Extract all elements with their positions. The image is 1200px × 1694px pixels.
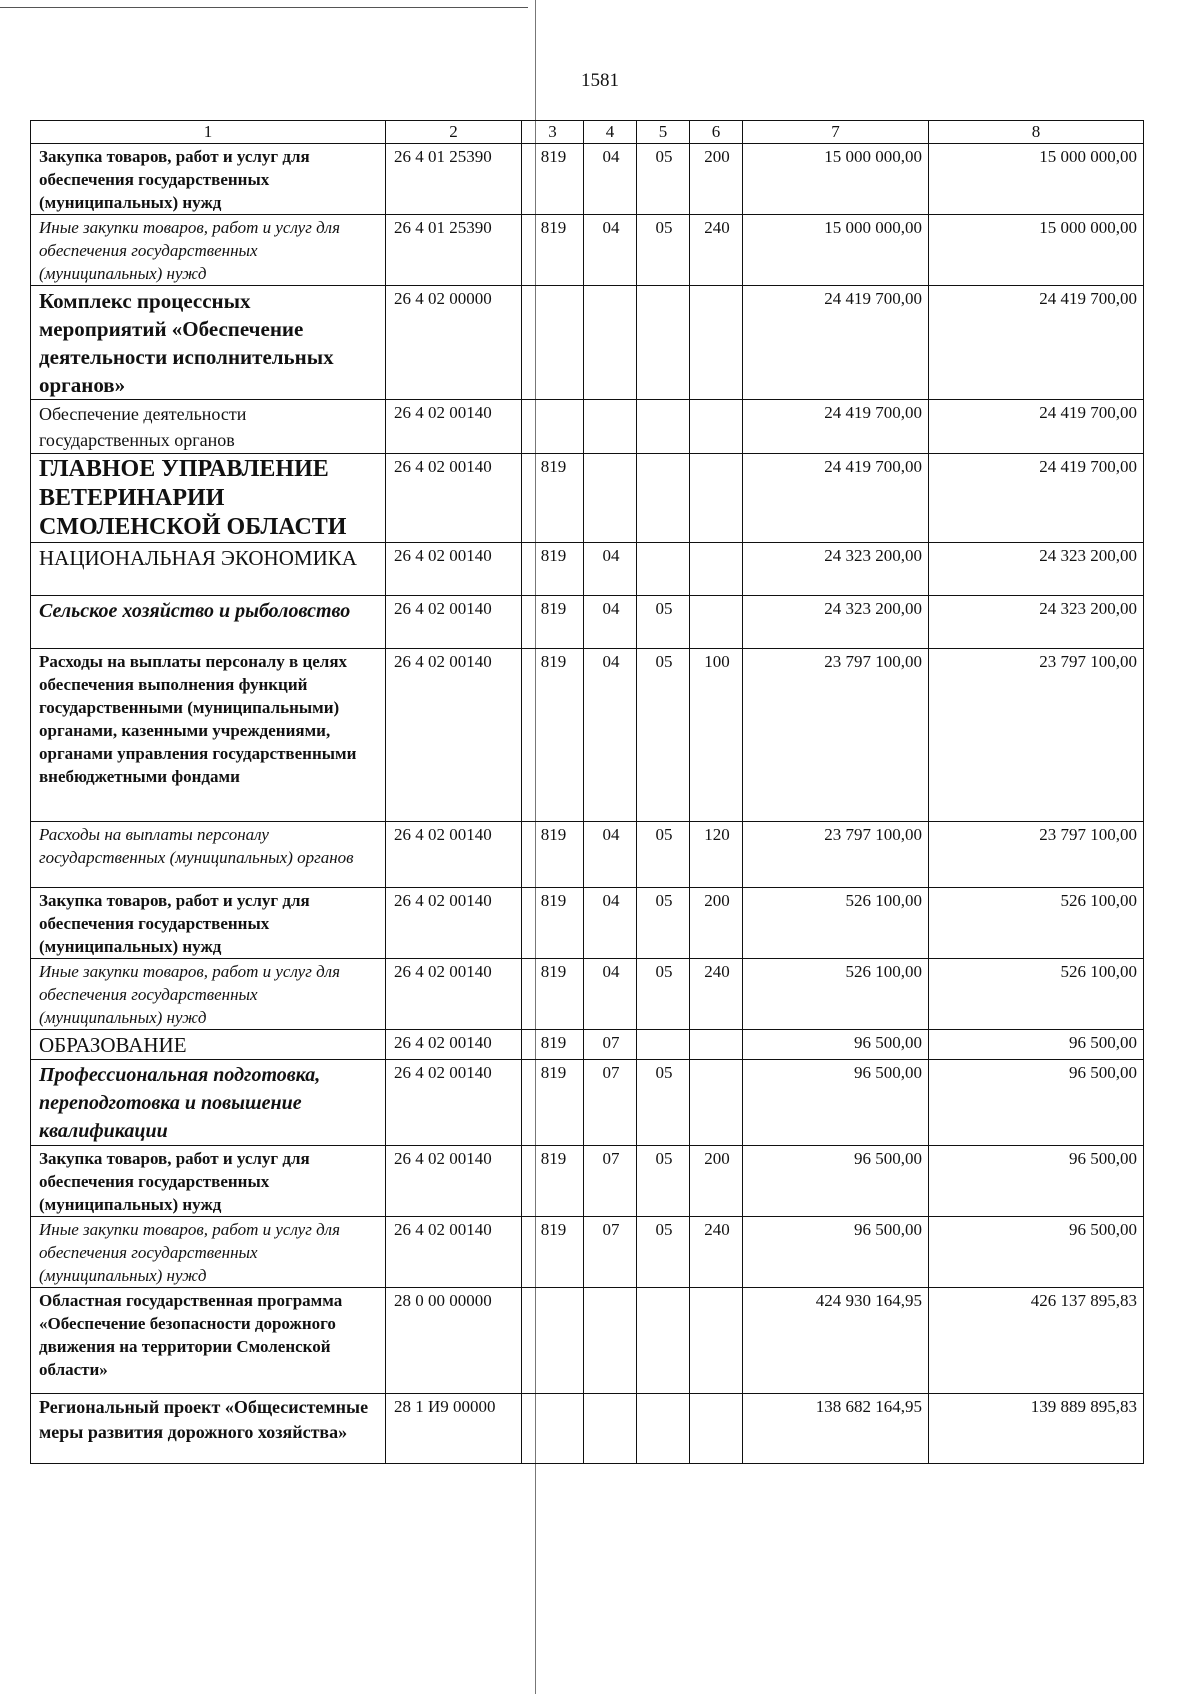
row-amount-year2: 24 323 200,00	[929, 596, 1144, 649]
row-name: Комплекс процессных мероприятий «Обеспечение деятельности исполнительных органов»	[31, 286, 386, 400]
row-admin-code: 819	[522, 1030, 584, 1060]
row-expense-type	[690, 400, 743, 454]
row-subsection: 05	[637, 649, 690, 822]
column-header: 4	[584, 121, 637, 144]
row-amount-year1: 96 500,00	[743, 1060, 929, 1146]
row-target-code: 28 0 00 00000	[386, 1288, 522, 1394]
row-admin-code: 819	[522, 596, 584, 649]
row-expense-type	[690, 543, 743, 596]
row-section: 04	[584, 543, 637, 596]
row-name: Иные закупки товаров, работ и услуг для обеспечения государственных (муниципальных) нужд	[31, 959, 386, 1030]
row-name: Сельское хозяйство и рыболовство	[31, 596, 386, 649]
row-amount-year2: 96 500,00	[929, 1030, 1144, 1060]
row-subsection	[637, 1288, 690, 1394]
table-row	[31, 454, 1144, 543]
table-row	[31, 144, 1144, 215]
column-header: 7	[743, 121, 929, 144]
row-target-code: 26 4 02 00140	[386, 649, 522, 822]
row-amount-year2: 15 000 000,00	[929, 215, 1144, 286]
row-amount-year2: 24 323 200,00	[929, 543, 1144, 596]
row-section	[584, 454, 637, 543]
row-subsection	[637, 1394, 690, 1464]
table-row	[31, 888, 1144, 959]
table-row	[31, 596, 1144, 649]
table-row	[31, 1146, 1144, 1217]
row-name: Расходы на выплаты персоналу государственных (муниципальных) органов	[31, 822, 386, 888]
row-expense-type	[690, 1288, 743, 1394]
table-row	[31, 286, 1144, 400]
budget-table	[30, 120, 1144, 1464]
row-target-code: 26 4 02 00140	[386, 596, 522, 649]
row-section: 04	[584, 888, 637, 959]
row-expense-type: 240	[690, 1217, 743, 1288]
row-amount-year1: 23 797 100,00	[743, 822, 929, 888]
table-row	[31, 649, 1144, 822]
row-admin-code	[522, 1394, 584, 1464]
row-expense-type: 240	[690, 959, 743, 1030]
table-header-row	[31, 121, 1144, 144]
row-target-code: 26 4 02 00140	[386, 888, 522, 959]
row-amount-year1: 15 000 000,00	[743, 215, 929, 286]
row-admin-code: 819	[522, 543, 584, 596]
row-expense-type: 200	[690, 888, 743, 959]
row-admin-code: 819	[522, 1146, 584, 1217]
row-expense-type: 100	[690, 649, 743, 822]
table-row	[31, 1217, 1144, 1288]
row-name: Областная государственная программа «Обеспечение безопасности дорожного движения на территории Смоленской области»	[31, 1288, 386, 1394]
row-target-code: 26 4 02 00140	[386, 1217, 522, 1288]
row-expense-type	[690, 1030, 743, 1060]
row-section	[584, 1288, 637, 1394]
row-section: 04	[584, 959, 637, 1030]
row-amount-year2: 96 500,00	[929, 1217, 1144, 1288]
row-expense-type	[690, 1394, 743, 1464]
row-subsection	[637, 543, 690, 596]
row-amount-year1: 526 100,00	[743, 888, 929, 959]
table-row	[31, 543, 1144, 596]
table-row	[31, 1288, 1144, 1394]
row-name: НАЦИОНАЛЬНАЯ ЭКОНОМИКА	[31, 543, 386, 596]
row-name: Закупка товаров, работ и услуг для обеспечения государственных (муниципальных) нужд	[31, 1146, 386, 1217]
table-row	[31, 959, 1144, 1030]
row-amount-year2: 96 500,00	[929, 1146, 1144, 1217]
row-expense-type	[690, 596, 743, 649]
row-target-code: 26 4 02 00140	[386, 822, 522, 888]
row-admin-code: 819	[522, 649, 584, 822]
row-subsection: 05	[637, 888, 690, 959]
row-amount-year2: 96 500,00	[929, 1060, 1144, 1146]
row-subsection: 05	[637, 1146, 690, 1217]
row-expense-type: 240	[690, 215, 743, 286]
row-subsection: 05	[637, 144, 690, 215]
row-amount-year1: 424 930 164,95	[743, 1288, 929, 1394]
row-amount-year1: 24 419 700,00	[743, 454, 929, 543]
row-name: Иные закупки товаров, работ и услуг для обеспечения государственных (муниципальных) нужд	[31, 215, 386, 286]
scan-top-rule	[0, 7, 528, 8]
row-admin-code: 819	[522, 1060, 584, 1146]
row-admin-code	[522, 286, 584, 400]
row-section: 07	[584, 1030, 637, 1060]
row-section	[584, 400, 637, 454]
row-admin-code: 819	[522, 144, 584, 215]
row-target-code: 26 4 02 00000	[386, 286, 522, 400]
row-amount-year1: 15 000 000,00	[743, 144, 929, 215]
row-target-code: 26 4 02 00140	[386, 1146, 522, 1217]
row-subsection: 05	[637, 1217, 690, 1288]
row-subsection: 05	[637, 822, 690, 888]
row-target-code: 26 4 02 00140	[386, 400, 522, 454]
row-admin-code	[522, 1288, 584, 1394]
row-expense-type: 200	[690, 144, 743, 215]
row-target-code: 26 4 02 00140	[386, 454, 522, 543]
row-admin-code: 819	[522, 215, 584, 286]
row-subsection: 05	[637, 596, 690, 649]
table-row	[31, 822, 1144, 888]
table-row	[31, 215, 1144, 286]
row-name: ГЛАВНОЕ УПРАВЛЕНИЕ ВЕТЕРИНАРИИ СМОЛЕНСКОЙ ОБЛАСТИ	[31, 454, 386, 543]
row-amount-year2: 24 419 700,00	[929, 400, 1144, 454]
row-section	[584, 1394, 637, 1464]
row-amount-year1: 24 419 700,00	[743, 286, 929, 400]
row-target-code: 26 4 02 00140	[386, 1030, 522, 1060]
table-row	[31, 400, 1144, 454]
row-admin-code: 819	[522, 454, 584, 543]
row-amount-year1: 23 797 100,00	[743, 649, 929, 822]
row-expense-type	[690, 454, 743, 543]
row-amount-year1: 96 500,00	[743, 1030, 929, 1060]
row-subsection: 05	[637, 959, 690, 1030]
row-section: 04	[584, 144, 637, 215]
row-expense-type	[690, 286, 743, 400]
row-admin-code: 819	[522, 959, 584, 1030]
row-section: 07	[584, 1146, 637, 1217]
table-row	[31, 1060, 1144, 1146]
row-section: 04	[584, 215, 637, 286]
row-section	[584, 286, 637, 400]
row-name: ОБРАЗОВАНИЕ	[31, 1030, 386, 1060]
row-admin-code: 819	[522, 822, 584, 888]
row-admin-code: 819	[522, 1217, 584, 1288]
page-number: 1581	[581, 70, 619, 91]
row-amount-year2: 23 797 100,00	[929, 649, 1144, 822]
row-subsection	[637, 286, 690, 400]
row-subsection	[637, 1030, 690, 1060]
row-section: 07	[584, 1217, 637, 1288]
row-name: Обеспечение деятельности государственных органов	[31, 400, 386, 454]
row-amount-year2: 526 100,00	[929, 959, 1144, 1030]
column-header: 5	[637, 121, 690, 144]
row-admin-code: 819	[522, 888, 584, 959]
row-section: 04	[584, 822, 637, 888]
row-subsection	[637, 400, 690, 454]
row-target-code: 26 4 02 00140	[386, 1060, 522, 1146]
row-amount-year1: 24 419 700,00	[743, 400, 929, 454]
row-amount-year2: 139 889 895,83	[929, 1394, 1144, 1464]
row-section: 04	[584, 649, 637, 822]
row-target-code: 26 4 02 00140	[386, 543, 522, 596]
row-target-code: 28 1 И9 00000	[386, 1394, 522, 1464]
table-row	[31, 1394, 1144, 1464]
row-amount-year2: 426 137 895,83	[929, 1288, 1144, 1394]
row-name: Региональный проект «Общесистемные меры развития дорожного хозяйства»	[31, 1394, 386, 1464]
row-subsection: 05	[637, 215, 690, 286]
row-amount-year2: 526 100,00	[929, 888, 1144, 959]
column-header: 6	[690, 121, 743, 144]
row-amount-year2: 24 419 700,00	[929, 454, 1144, 543]
row-amount-year2: 24 419 700,00	[929, 286, 1144, 400]
row-target-code: 26 4 01 25390	[386, 215, 522, 286]
row-admin-code	[522, 400, 584, 454]
row-amount-year2: 23 797 100,00	[929, 822, 1144, 888]
row-amount-year1: 526 100,00	[743, 959, 929, 1030]
row-section: 07	[584, 1060, 637, 1146]
row-section: 04	[584, 596, 637, 649]
row-expense-type	[690, 1060, 743, 1146]
row-amount-year1: 96 500,00	[743, 1217, 929, 1288]
row-amount-year1: 24 323 200,00	[743, 596, 929, 649]
column-header: 2	[386, 121, 522, 144]
row-name: Профессиональная подготовка, переподготовка и повышение квалификации	[31, 1060, 386, 1146]
column-header: 3	[522, 121, 584, 144]
row-name: Закупка товаров, работ и услуг для обеспечения государственных (муниципальных) нужд	[31, 144, 386, 215]
column-header: 1	[31, 121, 386, 144]
row-amount-year1: 24 323 200,00	[743, 543, 929, 596]
row-amount-year1: 138 682 164,95	[743, 1394, 929, 1464]
row-name: Иные закупки товаров, работ и услуг для обеспечения государственных (муниципальных) нужд	[31, 1217, 386, 1288]
row-subsection: 05	[637, 1060, 690, 1146]
row-name: Расходы на выплаты персоналу в целях обеспечения выполнения функций государственными (муниципальными) органами, казенными учреждениями, органами управления государственными внебюджетными фондами	[31, 649, 386, 822]
row-target-code: 26 4 02 00140	[386, 959, 522, 1030]
row-expense-type: 200	[690, 1146, 743, 1217]
row-amount-year1: 96 500,00	[743, 1146, 929, 1217]
row-amount-year2: 15 000 000,00	[929, 144, 1144, 215]
table-row	[31, 1030, 1144, 1060]
row-name: Закупка товаров, работ и услуг для обеспечения государственных (муниципальных) нужд	[31, 888, 386, 959]
row-subsection	[637, 454, 690, 543]
column-header: 8	[929, 121, 1144, 144]
row-target-code: 26 4 01 25390	[386, 144, 522, 215]
row-expense-type: 120	[690, 822, 743, 888]
